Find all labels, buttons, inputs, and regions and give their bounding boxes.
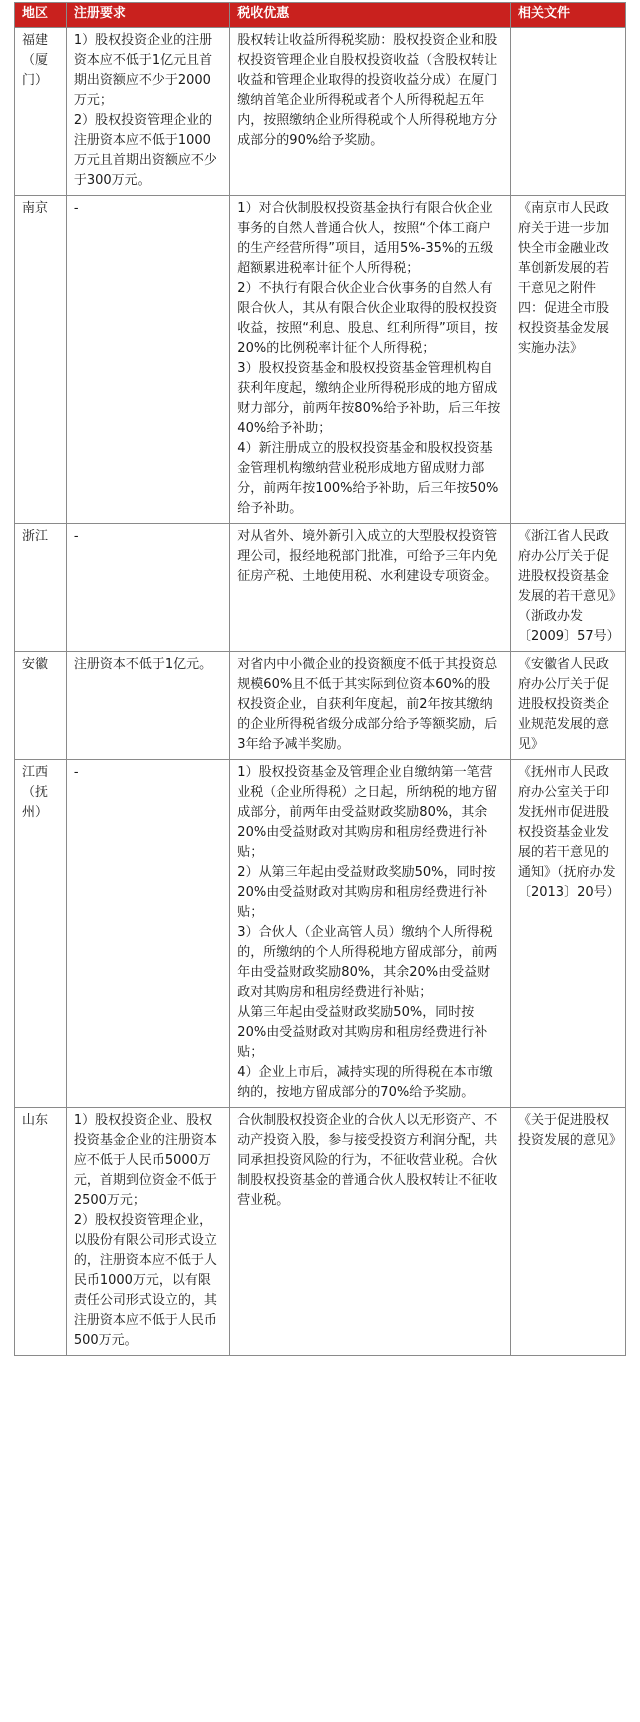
cell-region: 南京 bbox=[15, 196, 67, 524]
cell-related-docs bbox=[510, 28, 625, 196]
cell-requirement-paragraph: 2）股权投资管理企业，以股份有限公司形式设立的，注册资本应不低于人民币1000万元，以有限责任公司形式设立的，其注册资本应不低于人民币500万元。 bbox=[73, 1213, 217, 1348]
cell-related-docs bbox=[510, 760, 625, 1108]
cell-requirement-paragraph: 1）股权投资企业的注册资本应不低于1亿元且首期出资额应不少于2000万元； bbox=[73, 33, 213, 108]
cell-tax-benefit-paragraph: 股权转让收益所得税奖励：股权投资企业和股权投资管理企业自股权投资收益（含股权转让收益和管理企业取得的投资收益分成）在厦门缴纳首笔企业所得税或者个人所得税起五年内，按照缴纳企业所得税或个人所得税地方分成部分的90%给予奖励。 bbox=[237, 33, 498, 148]
cell-requirement bbox=[66, 652, 229, 760]
table-row bbox=[15, 28, 626, 196]
cell-tax-benefit-paragraph: 合伙制股权投资企业的合伙人以无形资产、不动产投资入股，参与接受投资方利润分配，共同承担投资风险的行为，不征收营业税。合伙制股权投资基金的普通合伙人股权转让不征收营业税。 bbox=[237, 1113, 498, 1208]
policy-table-container bbox=[14, 2, 626, 1356]
cell-tax-benefit bbox=[230, 196, 511, 524]
header-region: 地区 bbox=[15, 3, 67, 28]
cell-tax-benefit bbox=[230, 760, 511, 1108]
cell-tax-benefit-paragraph: 1）股权投资基金及管理企业自缴纳第一笔营业税（企业所得税）之日起，所纳税的地方留成部分，前两年由受益财政奖励80%，其余20%由受益财政对其购房和租房经费进行补贴； bbox=[237, 765, 498, 860]
cell-requirement bbox=[66, 524, 229, 652]
table-header-row bbox=[15, 3, 626, 28]
cell-tax-benefit-paragraph: 对从省外、境外新引入成立的大型股权投资管理公司，报经地税部门批准，可给予三年内免征房产税、土地使用税、水利建设专项资金。 bbox=[237, 529, 498, 584]
cell-related-docs-paragraph: 《关于促进股权投资发展的意见》 bbox=[517, 1113, 622, 1148]
table-row bbox=[15, 652, 626, 760]
cell-requirement-paragraph: 2）股权投资管理企业的注册资本应不低于1000万元且首期出资额应不少于300万元。 bbox=[73, 113, 217, 188]
cell-region: 安徽 bbox=[15, 652, 67, 760]
cell-tax-benefit-paragraph: 3）合伙人（企业高管人员）缴纳个人所得税的，所缴纳的个人所得税地方留成部分，前两年由受益财政奖励80%，其余20%由受益财政对其购房和租房经费进行补贴； bbox=[237, 925, 498, 1000]
cell-tax-benefit-paragraph: 2）不执行有限合伙企业合伙事务的自然人有限合伙人，其从有限合伙企业取得的股权投资收益，按照“利息、股息、红利所得”项目，按20%的比例税率计征个人所得税； bbox=[237, 281, 498, 356]
cell-related-docs bbox=[510, 652, 625, 760]
table-row bbox=[15, 760, 626, 1108]
cell-requirement bbox=[66, 1108, 229, 1356]
cell-requirement bbox=[66, 760, 229, 1108]
cell-related-docs bbox=[510, 196, 625, 524]
cell-requirement bbox=[66, 28, 229, 196]
cell-tax-benefit-paragraph: 3）股权投资基金和股权投资基金管理机构自获利年度起，缴纳企业所得税形成的地方留成财力部分，前两年按80%给予补助，后三年按40%给予补助； bbox=[237, 361, 501, 436]
cell-tax-benefit-paragraph: 4）企业上市后，减持实现的所得税在本市缴纳的，按地方留成部分的70%给予奖励。 bbox=[237, 1065, 493, 1100]
cell-region: 山东 bbox=[15, 1108, 67, 1356]
cell-related-docs bbox=[510, 524, 625, 652]
cell-related-docs-paragraph: 《安徽省人民政府办公厅关于促进股权投资类企业规范发展的意见》 bbox=[517, 657, 609, 752]
cell-requirement-paragraph: - bbox=[73, 529, 79, 544]
cell-requirement-paragraph: 1）股权投资企业、股权投资基金企业的注册资本应不低于人民币5000万元，首期到位资金不低于2500万元； bbox=[73, 1113, 217, 1208]
cell-requirement bbox=[66, 196, 229, 524]
cell-tax-benefit-paragraph: 1）对合伙制股权投资基金执行有限合伙企业事务的自然人普通合伙人，按照“个体工商户的生产经营所得”项目，适用5%-35%的五级超额累进税率计征个人所得税； bbox=[237, 201, 494, 276]
cell-related-docs-paragraph: 《浙江省人民政府办公厅关于促进股权投资基金发展的若干意见》（浙政办发〔2009〕57号） bbox=[517, 529, 620, 644]
cell-tax-benefit bbox=[230, 28, 511, 196]
cell-requirement-paragraph: - bbox=[73, 765, 79, 780]
table-row bbox=[15, 1108, 626, 1356]
table-body bbox=[15, 28, 626, 1356]
cell-tax-benefit bbox=[230, 524, 511, 652]
header-related-docs: 相关文件 bbox=[510, 3, 625, 28]
cell-requirement-paragraph: 注册资本不低于1亿元。 bbox=[73, 657, 213, 672]
header-requirement: 注册要求 bbox=[66, 3, 229, 28]
table-row bbox=[15, 196, 626, 524]
cell-region: 浙江 bbox=[15, 524, 67, 652]
header-tax-benefit: 税收优惠 bbox=[230, 3, 511, 28]
cell-tax-benefit-paragraph: 对省内中小微企业的投资额度不低于其投资总规模60%且不低于其实际到位资本60%的股权投资企业，自获利年度起，前2年按其缴纳的企业所得税省级分成部分给予等额奖励，后3年给予减半奖励。 bbox=[237, 657, 498, 752]
cell-related-docs-paragraph: 《抚州市人民政府办公室关于印发抚州市促进股权投资基金业发展的若干意见的通知》（抚府办发〔2013〕20号） bbox=[517, 765, 620, 900]
table-row bbox=[15, 524, 626, 652]
cell-tax-benefit bbox=[230, 652, 511, 760]
cell-tax-benefit bbox=[230, 1108, 511, 1356]
cell-region: 福建（厦门） bbox=[15, 28, 67, 196]
cell-tax-benefit-paragraph: 2）从第三年起由受益财政奖励50%，同时按20%由受益财政对其购房和租房经费进行补贴； bbox=[237, 865, 496, 920]
cell-related-docs-paragraph: 《南京市人民政府关于进一步加快全市金融业改革创新发展的若干意见之附件四：促进全市股权投资基金发展实施办法》 bbox=[517, 201, 609, 356]
cell-requirement-paragraph: - bbox=[73, 201, 79, 216]
cell-region: 江西（抚州） bbox=[15, 760, 67, 1108]
policy-table bbox=[14, 2, 626, 1356]
cell-tax-benefit-paragraph: 4）新注册成立的股权投资基金和股权投资基金管理机构缴纳营业税形成地方留成财力部分，前两年按100%给予补助，后三年按50%给予补助。 bbox=[237, 441, 499, 516]
cell-related-docs bbox=[510, 1108, 625, 1356]
cell-tax-benefit-paragraph: 从第三年起由受益财政奖励50%，同时按20%由受益财政对其购房和租房经费进行补贴； bbox=[237, 1005, 488, 1060]
